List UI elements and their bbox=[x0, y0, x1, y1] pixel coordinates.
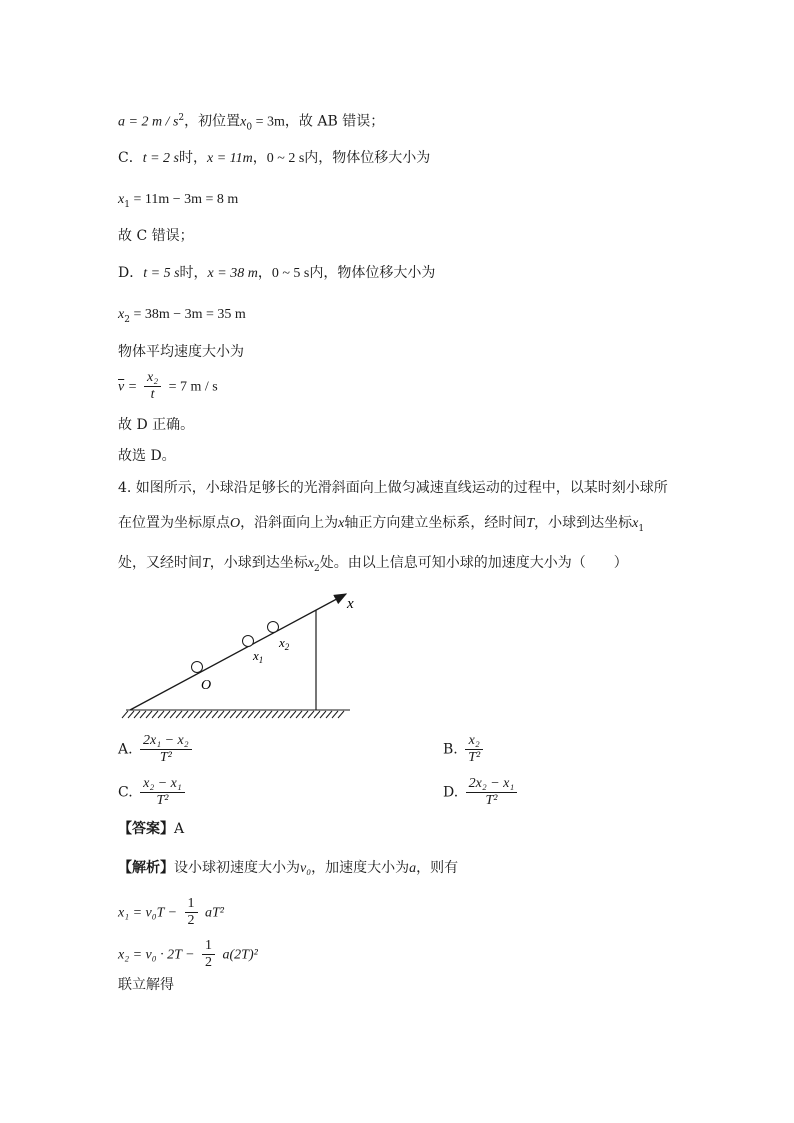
solution-line-c: C．t = 2 s时，x = 11m，0 ~ 2 s内，物体位移大小为 bbox=[118, 150, 431, 166]
hatch-mark bbox=[212, 711, 218, 718]
hatch-mark bbox=[230, 711, 236, 718]
question-line-2: 在位置为坐标原点O，沿斜面向上为x轴正方向建立坐标系，经时间T，小球到达坐标$x_1$ bbox=[118, 515, 645, 534]
equation-1: x₁ = v₀T − $\frac{1}{2}$ aT² bbox=[118, 896, 224, 928]
hatch-mark bbox=[296, 711, 302, 718]
solution-line-d: D．t = 5 s时，x = 38 m，0 ~ 5 s内，物体位移大小为 bbox=[118, 265, 436, 281]
hatch-mark bbox=[194, 711, 200, 718]
conclusion-d: 故 D 正确。 bbox=[118, 417, 195, 433]
question-line-3: 处，又经时间T，小球到达坐标$x_2$处。由以上信息可知小球的加速度大小为（ ） bbox=[118, 555, 628, 574]
hatch-mark bbox=[164, 711, 170, 718]
hatch-mark bbox=[326, 711, 332, 718]
hatch-mark bbox=[224, 711, 230, 718]
hatch-mark bbox=[332, 711, 338, 718]
question-line-1: 4. 如图所示，小球沿足够长的光滑斜面向上做匀减速直线运动的过程中，以某时刻小球所 bbox=[118, 480, 668, 496]
option-a[interactable]: A. $\frac{\text{2x₁ − x₂}}{\text{T²}}$ bbox=[118, 733, 195, 766]
analysis-line: 【解析】设小球初速度大小为v₀，加速度大小为a，则有 bbox=[118, 860, 459, 876]
equation-x1: $x_1 = 11m - 3m = 8$ m bbox=[118, 192, 239, 210]
hatch-mark bbox=[272, 711, 278, 718]
hatch-mark bbox=[308, 711, 314, 718]
hatch-mark bbox=[290, 711, 296, 718]
average-velocity-equation: $\overline{v}$ = $\frac{\text{x₂}}{t}$ = 7 m / s bbox=[118, 370, 218, 402]
final-choice: 故选 D。 bbox=[118, 448, 176, 464]
hatch-mark bbox=[152, 711, 158, 718]
hatch-mark bbox=[242, 711, 248, 718]
hatch-mark bbox=[302, 711, 308, 718]
conclusion-c: 故 C 错误； bbox=[118, 228, 194, 244]
option-d[interactable]: D. $\frac{\text{2x₂ − x₁}}{\text{T²}}$ bbox=[443, 776, 520, 809]
option-b[interactable]: B. $\frac{\text{x₂}}{\text{T²}}$ bbox=[443, 733, 486, 766]
option-c[interactable]: C. $\frac{\text{x₂ − x₁}}{\text{T²}}$ bbox=[118, 776, 188, 809]
hatch-mark bbox=[188, 711, 194, 718]
hatch-mark bbox=[266, 711, 272, 718]
hatch-mark bbox=[320, 711, 326, 718]
hatch-mark bbox=[218, 711, 224, 718]
hatch-mark bbox=[170, 711, 176, 718]
incline-surface bbox=[130, 594, 346, 710]
solution-line-acceleration: a = 2 m / $s^2$，初位置$x_0 = 3m$，故 AB 错误； bbox=[118, 113, 385, 133]
hatch-mark bbox=[206, 711, 212, 718]
hatch-mark bbox=[140, 711, 146, 718]
equation-x2: $x_2 = 38m - 3m = 35$ m bbox=[118, 307, 246, 325]
hatch-mark bbox=[200, 711, 206, 718]
ball-at-x1 bbox=[243, 636, 254, 647]
hatch-mark bbox=[146, 711, 152, 718]
hatch-mark bbox=[278, 711, 284, 718]
solve-together: 联立解得 bbox=[118, 977, 174, 993]
origin-label: O bbox=[201, 678, 212, 693]
axis-label: x bbox=[347, 596, 354, 612]
hatch-mark bbox=[236, 711, 242, 718]
hatch-mark bbox=[338, 711, 344, 718]
ball-at-x2 bbox=[268, 622, 279, 633]
incline-diagram bbox=[118, 590, 358, 720]
hatch-mark bbox=[260, 711, 266, 718]
hatch-mark bbox=[128, 711, 134, 718]
ball-at-origin bbox=[192, 662, 203, 673]
hatch-mark bbox=[122, 711, 128, 718]
hatch-mark bbox=[176, 711, 182, 718]
equation-2: x₂ = v₀ · 2T − $\frac{1}{2}$ a(2T)² bbox=[118, 938, 258, 970]
answer-line: 【答案】A bbox=[118, 821, 185, 837]
x1-label: $x_1$ bbox=[253, 648, 264, 665]
x2-label: $x_2$ bbox=[279, 635, 290, 652]
average-velocity-intro: 物体平均速度大小为 bbox=[118, 344, 244, 360]
hatch-mark bbox=[182, 711, 188, 718]
hatch-mark bbox=[254, 711, 260, 718]
hatch-mark bbox=[158, 711, 164, 718]
hatch-mark bbox=[248, 711, 254, 718]
hatch-mark bbox=[134, 711, 140, 718]
velocity-fraction: $\frac{\text{x₂}}{t}$ bbox=[144, 370, 161, 403]
hatch-mark bbox=[284, 711, 290, 718]
hatch-mark bbox=[314, 711, 320, 718]
